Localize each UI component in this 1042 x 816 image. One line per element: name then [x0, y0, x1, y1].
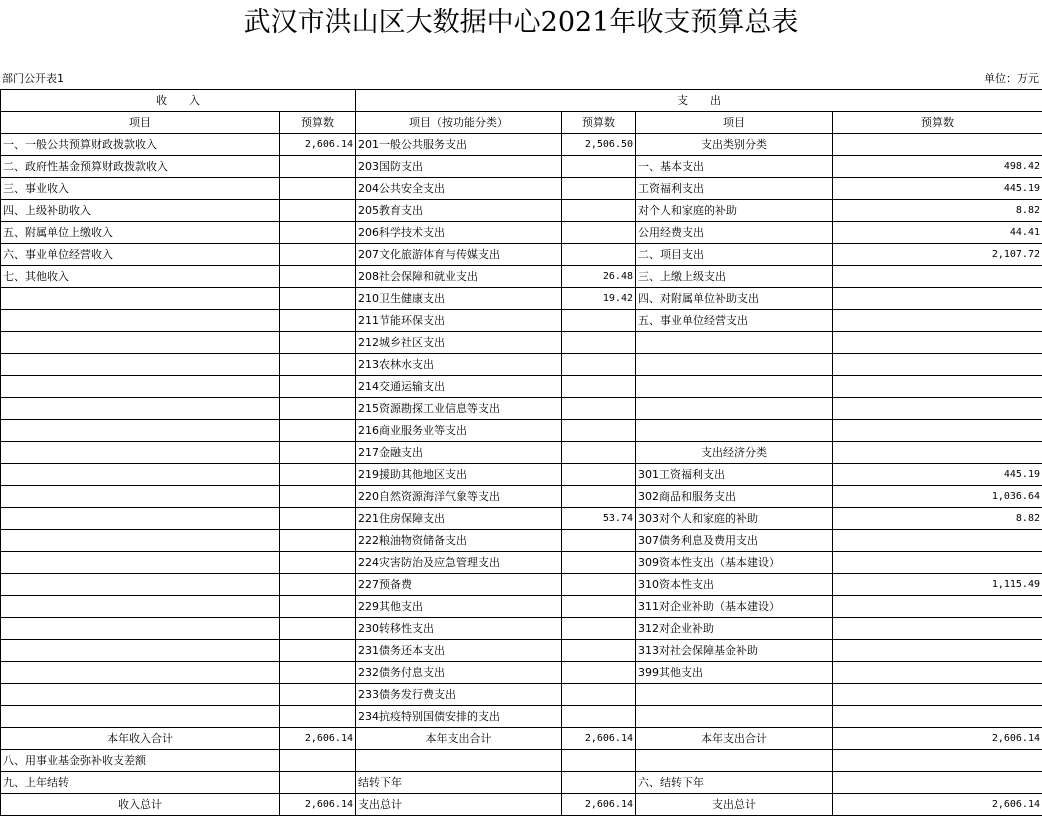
- table-row: [1, 596, 1042, 618]
- func-item-cell: 203国防支出: [356, 156, 562, 178]
- income-budget-cell: [280, 464, 356, 486]
- func-budget-cell: [562, 354, 636, 376]
- other-budget-cell: 2,606.14: [833, 728, 1042, 750]
- income-item-header: 项目: [1, 112, 280, 134]
- income-item-cell: 七、其他收入: [1, 266, 280, 288]
- func-budget-cell: [562, 244, 636, 266]
- table-row: [1, 398, 1042, 420]
- income-budget-cell: [280, 266, 356, 288]
- income-item-cell: 五、附属单位上缴收入: [1, 222, 280, 244]
- income-budget-cell: [280, 354, 356, 376]
- income-budget-cell: [280, 222, 356, 244]
- other-item-cell: 311对企业补助（基本建设）: [636, 596, 833, 618]
- income-item-cell: [1, 574, 280, 596]
- func-item-cell: 206科学技术支出: [356, 222, 562, 244]
- income-item-cell: [1, 376, 280, 398]
- func-budget-cell: [562, 464, 636, 486]
- other-budget-cell: 2,107.72: [833, 244, 1042, 266]
- income-budget-cell: [280, 442, 356, 464]
- income-budget-cell: [280, 310, 356, 332]
- other-budget-cell: [833, 354, 1042, 376]
- func-item-cell: 208社会保障和就业支出: [356, 266, 562, 288]
- other-item-cell: [636, 332, 833, 354]
- income-item-cell: [1, 640, 280, 662]
- func-item-cell: 212城乡社区支出: [356, 332, 562, 354]
- income-budget-cell: 2,606.14: [280, 794, 356, 816]
- income-item-cell: [1, 332, 280, 354]
- other-budget-cell: [833, 640, 1042, 662]
- income-group-header: 收 入: [1, 90, 356, 112]
- table-row: [1, 684, 1042, 706]
- other-budget-cell: [833, 618, 1042, 640]
- other-item-cell: 工资福利支出: [636, 178, 833, 200]
- income-item-cell: [1, 508, 280, 530]
- other-item-cell: 一、基本支出: [636, 156, 833, 178]
- table-row: [1, 200, 1042, 222]
- income-item-cell: 九、上年结转: [1, 772, 280, 794]
- other-item-cell: 302商品和服务支出: [636, 486, 833, 508]
- other-item-cell: 三、上缴上级支出: [636, 266, 833, 288]
- func-budget-cell: [562, 596, 636, 618]
- table-row: [1, 310, 1042, 332]
- func-budget-cell: [562, 486, 636, 508]
- func-item-cell: 支出总计: [356, 794, 562, 816]
- other-item-cell: 支出经济分类: [636, 442, 833, 464]
- table-row: [1, 464, 1042, 486]
- income-budget-cell: [280, 640, 356, 662]
- table-row: [1, 794, 1042, 816]
- table-row: [1, 750, 1042, 772]
- other-item-cell: 六、结转下年: [636, 772, 833, 794]
- other-budget-cell: 498.42: [833, 156, 1042, 178]
- income-budget-cell: [280, 772, 356, 794]
- func-item-cell: 201一般公共服务支出: [356, 134, 562, 156]
- table-row: [1, 662, 1042, 684]
- income-item-cell: [1, 530, 280, 552]
- other-budget-cell: [833, 376, 1042, 398]
- other-budget-cell: 1,036.64: [833, 486, 1042, 508]
- other-budget-cell: [833, 706, 1042, 728]
- func-budget-cell: [562, 332, 636, 354]
- func-budget-cell: [562, 420, 636, 442]
- income-item-cell: 四、上级补助收入: [1, 200, 280, 222]
- income-item-cell: [1, 310, 280, 332]
- func-budget-cell: [562, 684, 636, 706]
- func-budget-cell: [562, 574, 636, 596]
- table-row: [1, 772, 1042, 794]
- income-item-cell: 三、事业收入: [1, 178, 280, 200]
- expense-group-header: 支 出: [356, 90, 1042, 112]
- other-budget-cell: [833, 552, 1042, 574]
- func-item-cell: 232债务付息支出: [356, 662, 562, 684]
- func-budget-cell: 19.42: [562, 288, 636, 310]
- table-row: [1, 728, 1042, 750]
- other-item-header: 项目: [636, 112, 833, 134]
- func-budget-header: 预算数: [562, 112, 636, 134]
- func-budget-cell: [562, 530, 636, 552]
- other-item-cell: [636, 376, 833, 398]
- other-item-cell: 对个人和家庭的补助: [636, 200, 833, 222]
- income-item-cell: [1, 486, 280, 508]
- func-budget-cell: [562, 222, 636, 244]
- other-item-cell: 支出总计: [636, 794, 833, 816]
- income-budget-cell: [280, 178, 356, 200]
- other-budget-cell: 1,115.49: [833, 574, 1042, 596]
- func-budget-cell: [562, 640, 636, 662]
- table-row: [1, 420, 1042, 442]
- income-item-cell: [1, 420, 280, 442]
- func-budget-cell: [562, 310, 636, 332]
- func-budget-cell: 2,606.14: [562, 794, 636, 816]
- func-item-cell: [356, 750, 562, 772]
- func-item-cell: 222粮油物资储备支出: [356, 530, 562, 552]
- func-budget-cell: [562, 662, 636, 684]
- other-item-cell: 本年支出合计: [636, 728, 833, 750]
- income-item-cell: [1, 596, 280, 618]
- func-budget-cell: 53.74: [562, 508, 636, 530]
- func-item-cell: 本年支出合计: [356, 728, 562, 750]
- other-budget-cell: 8.82: [833, 200, 1042, 222]
- other-budget-cell: [833, 310, 1042, 332]
- table-row: [1, 332, 1042, 354]
- income-budget-cell: [280, 200, 356, 222]
- func-item-cell: 217金融支出: [356, 442, 562, 464]
- other-item-cell: 310资本性支出: [636, 574, 833, 596]
- other-item-cell: [636, 354, 833, 376]
- func-budget-cell: [562, 552, 636, 574]
- income-item-cell: [1, 288, 280, 310]
- table-row: [1, 288, 1042, 310]
- income-budget-cell: [280, 244, 356, 266]
- table-row: [1, 178, 1042, 200]
- func-item-cell: 230转移性支出: [356, 618, 562, 640]
- other-item-cell: 二、项目支出: [636, 244, 833, 266]
- budget-table: [0, 89, 1042, 816]
- func-item-cell: 204公共安全支出: [356, 178, 562, 200]
- other-budget-cell: [833, 398, 1042, 420]
- other-budget-cell: [833, 662, 1042, 684]
- func-budget-cell: [562, 156, 636, 178]
- func-budget-cell: [562, 706, 636, 728]
- func-budget-cell: [562, 376, 636, 398]
- func-item-cell: 227预备费: [356, 574, 562, 596]
- income-item-cell: 本年收入合计: [1, 728, 280, 750]
- income-item-cell: [1, 442, 280, 464]
- func-budget-cell: [562, 178, 636, 200]
- group-header-row: [1, 90, 1042, 112]
- income-item-cell: [1, 618, 280, 640]
- func-item-cell: 211节能环保支出: [356, 310, 562, 332]
- func-budget-cell: 26.48: [562, 266, 636, 288]
- other-budget-cell: 8.82: [833, 508, 1042, 530]
- other-item-cell: [636, 398, 833, 420]
- column-header-row: [1, 112, 1042, 134]
- unit-label: 单位：万元: [984, 72, 1039, 85]
- table-row: [1, 156, 1042, 178]
- other-budget-cell: [833, 266, 1042, 288]
- income-item-cell: [1, 706, 280, 728]
- other-item-cell: [636, 684, 833, 706]
- income-budget-cell: [280, 398, 356, 420]
- income-budget-cell: [280, 596, 356, 618]
- table-row: [1, 442, 1042, 464]
- func-item-cell: 234抗疫特别国债安排的支出: [356, 706, 562, 728]
- other-budget-cell: 44.41: [833, 222, 1042, 244]
- table-row: [1, 530, 1042, 552]
- func-item-cell: 结转下年: [356, 772, 562, 794]
- other-item-cell: 307债务利息及费用支出: [636, 530, 833, 552]
- table-row: [1, 376, 1042, 398]
- income-budget-cell: [280, 420, 356, 442]
- table-row: [1, 486, 1042, 508]
- income-item-cell: [1, 398, 280, 420]
- other-budget-cell: 445.19: [833, 464, 1042, 486]
- income-item-cell: [1, 662, 280, 684]
- func-budget-cell: [562, 750, 636, 772]
- income-item-cell: 收入总计: [1, 794, 280, 816]
- income-budget-header: 预算数: [280, 112, 356, 134]
- other-budget-cell: 445.19: [833, 178, 1042, 200]
- other-item-cell: 支出类别分类: [636, 134, 833, 156]
- func-item-cell: 207文化旅游体育与传媒支出: [356, 244, 562, 266]
- other-item-cell: [636, 420, 833, 442]
- other-item-cell: 312对企业补助: [636, 618, 833, 640]
- form-label: 部门公开表1: [2, 72, 64, 85]
- income-item-cell: [1, 354, 280, 376]
- table-body: [1, 134, 1042, 816]
- income-budget-cell: [280, 706, 356, 728]
- income-budget-cell: [280, 574, 356, 596]
- func-budget-cell: [562, 772, 636, 794]
- func-item-cell: 229其他支出: [356, 596, 562, 618]
- func-item-cell: 219援助其他地区支出: [356, 464, 562, 486]
- other-budget-cell: [833, 134, 1042, 156]
- table-row: [1, 222, 1042, 244]
- func-budget-cell: 2,606.14: [562, 728, 636, 750]
- income-item-cell: 一、一般公共预算财政拨款收入: [1, 134, 280, 156]
- income-budget-cell: [280, 530, 356, 552]
- other-item-cell: 301工资福利支出: [636, 464, 833, 486]
- func-item-cell: 210卫生健康支出: [356, 288, 562, 310]
- func-item-cell: 214交通运输支出: [356, 376, 562, 398]
- func-item-cell: 215资源勘探工业信息等支出: [356, 398, 562, 420]
- func-budget-cell: [562, 618, 636, 640]
- table-row: [1, 618, 1042, 640]
- func-budget-cell: [562, 442, 636, 464]
- other-budget-cell: 2,606.14: [833, 794, 1042, 816]
- income-budget-cell: [280, 552, 356, 574]
- other-item-cell: 303对个人和家庭的补助: [636, 508, 833, 530]
- other-item-cell: 四、对附属单位补助支出: [636, 288, 833, 310]
- other-item-cell: [636, 706, 833, 728]
- income-budget-cell: 2,606.14: [280, 728, 356, 750]
- other-budget-cell: [833, 772, 1042, 794]
- table-row: [1, 552, 1042, 574]
- other-budget-header: 预算数: [833, 112, 1042, 134]
- func-budget-cell: [562, 398, 636, 420]
- other-budget-cell: [833, 530, 1042, 552]
- income-item-cell: [1, 552, 280, 574]
- income-budget-cell: [280, 618, 356, 640]
- func-item-cell: 221住房保障支出: [356, 508, 562, 530]
- other-item-cell: 309资本性支出（基本建设）: [636, 552, 833, 574]
- page-title: 武汉市洪山区大数据中心2021年收支预算总表: [243, 7, 799, 38]
- func-item-cell: 231债务还本支出: [356, 640, 562, 662]
- func-item-cell: 233债务发行费支出: [356, 684, 562, 706]
- table-row: [1, 354, 1042, 376]
- income-budget-cell: [280, 684, 356, 706]
- income-budget-cell: [280, 508, 356, 530]
- table-row: [1, 508, 1042, 530]
- income-item-cell: [1, 464, 280, 486]
- other-budget-cell: [833, 684, 1042, 706]
- table-row: [1, 574, 1042, 596]
- income-item-cell: 八、用事业基金弥补收支差额: [1, 750, 280, 772]
- income-budget-cell: 2,606.14: [280, 134, 356, 156]
- other-item-cell: 399其他支出: [636, 662, 833, 684]
- income-item-cell: [1, 684, 280, 706]
- income-item-cell: 六、事业单位经营收入: [1, 244, 280, 266]
- other-budget-cell: [833, 596, 1042, 618]
- income-budget-cell: [280, 376, 356, 398]
- other-item-cell: [636, 750, 833, 772]
- func-item-cell: 205教育支出: [356, 200, 562, 222]
- other-budget-cell: [833, 750, 1042, 772]
- income-budget-cell: [280, 662, 356, 684]
- table-row: [1, 134, 1042, 156]
- table-row: [1, 640, 1042, 662]
- table-row: [1, 266, 1042, 288]
- table-row: [1, 706, 1042, 728]
- func-item-header: 项目（按功能分类）: [356, 112, 562, 134]
- other-budget-cell: [833, 420, 1042, 442]
- func-item-cell: 213农林水支出: [356, 354, 562, 376]
- func-budget-cell: [562, 200, 636, 222]
- other-budget-cell: [833, 442, 1042, 464]
- func-item-cell: 216商业服务业等支出: [356, 420, 562, 442]
- func-item-cell: 224灾害防治及应急管理支出: [356, 552, 562, 574]
- income-budget-cell: [280, 486, 356, 508]
- income-item-cell: 二、政府性基金预算财政拨款收入: [1, 156, 280, 178]
- other-budget-cell: [833, 288, 1042, 310]
- income-budget-cell: [280, 750, 356, 772]
- table-row: [1, 244, 1042, 266]
- func-budget-cell: 2,506.50: [562, 134, 636, 156]
- other-item-cell: 313对社会保障基金补助: [636, 640, 833, 662]
- other-item-cell: 公用经费支出: [636, 222, 833, 244]
- income-budget-cell: [280, 288, 356, 310]
- func-item-cell: 220自然资源海洋气象等支出: [356, 486, 562, 508]
- other-budget-cell: [833, 332, 1042, 354]
- income-budget-cell: [280, 332, 356, 354]
- income-budget-cell: [280, 156, 356, 178]
- other-item-cell: 五、事业单位经营支出: [636, 310, 833, 332]
